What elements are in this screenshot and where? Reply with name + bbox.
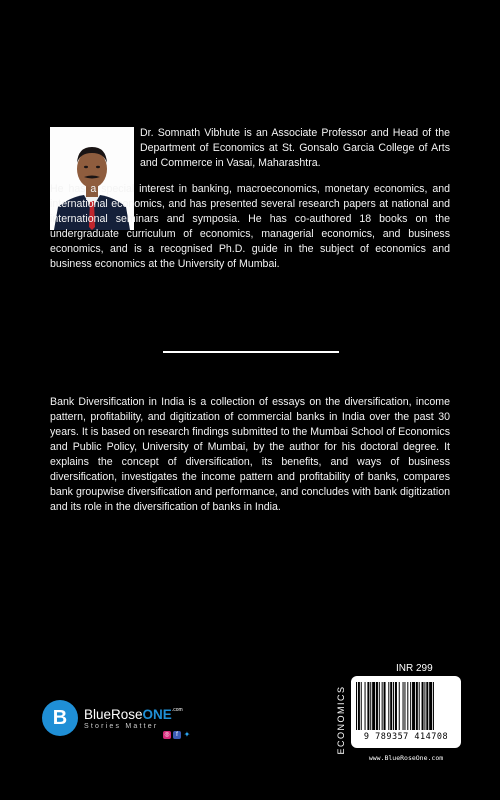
barcode-bar — [403, 682, 404, 730]
category-label: ECONOMICS — [336, 685, 346, 755]
facebook-icon: f — [173, 731, 181, 739]
barcode-bar — [379, 682, 380, 730]
barcode-bar — [410, 682, 411, 730]
isbn-barcode — [351, 676, 461, 748]
barcode-bar — [426, 682, 428, 730]
barcode-bar — [393, 682, 394, 730]
social-icons — [163, 731, 193, 740]
instagram-icon: ◎ — [164, 732, 170, 738]
barcode-bar — [390, 682, 392, 730]
publisher-logo-mark: B — [42, 700, 78, 736]
barcode-bar — [376, 682, 378, 730]
publisher-url: www.BlueRoseOne.com — [368, 754, 444, 762]
barcode-bar — [422, 682, 424, 730]
barcode-bar — [388, 682, 389, 730]
barcode-bar — [367, 682, 369, 730]
twitter-icon: ✦ — [183, 730, 191, 739]
isbn-number: 9 789357 414708 — [363, 732, 449, 742]
publisher-name: BlueRoseONE$^{.com}$ — [84, 707, 183, 722]
publisher-logo — [42, 700, 242, 744]
barcode-bar — [358, 682, 360, 730]
section-divider — [163, 351, 339, 353]
barcode-bar — [429, 682, 432, 730]
barcode-bar — [433, 682, 434, 730]
barcode-bar — [384, 682, 386, 730]
barcode-bar — [370, 682, 371, 730]
price-label: INR 299 — [396, 663, 433, 674]
publisher-tagline: Stories Matter — [84, 723, 159, 730]
barcode-bar — [424, 682, 425, 730]
barcode-bar — [356, 682, 357, 730]
barcode-bar — [365, 682, 366, 730]
barcode-bar — [412, 682, 415, 730]
barcode-bar — [395, 682, 397, 730]
barcode-bar — [372, 682, 375, 730]
book-summary: Bank Diversification in India is a collection of essays on the diversification, income pattern, profitability, and digitization of commercial banks in India over the past 30 years. It is based on research findings submitted to the Mumbai School of Economics and Public Policy, University of Mumbai, by the author for his doctoral degree. It explains the concept of diversification, its benefits, and ways of business diversification, investigates the income pattern and profitability of banks, compares bank groupwise diversification and performance, and concludes with bank digitization and its role in the diversification of banks in India. — [50, 396, 450, 513]
barcode-bar — [404, 682, 405, 730]
barcode-bar — [416, 682, 418, 730]
barcode-bar — [399, 682, 400, 730]
author-bio-paragraph-2: He has a special interest in banking, macroeconomics, monetary economics, and international economics, and has presented several research papers at national and international seminars and symposia. He has co-authored 18 books on the undergraduate curriculum of economics, managerial economics, and business economics, and is a recognised Ph.D. guide in the subject of economics and business economics at the University of Mumbai. — [50, 183, 450, 270]
author-bio-paragraph-1: Dr. Somnath Vibhute is an Associate Professor and Head of the Department of Economics at St. Gonsalo Garcia College of Arts and Commerce in Vasai, Maharashtra. — [140, 127, 450, 169]
barcode-bar — [361, 682, 362, 730]
barcode-bar — [407, 682, 408, 730]
barcode-bar — [382, 682, 383, 730]
barcode-bar — [419, 682, 420, 730]
